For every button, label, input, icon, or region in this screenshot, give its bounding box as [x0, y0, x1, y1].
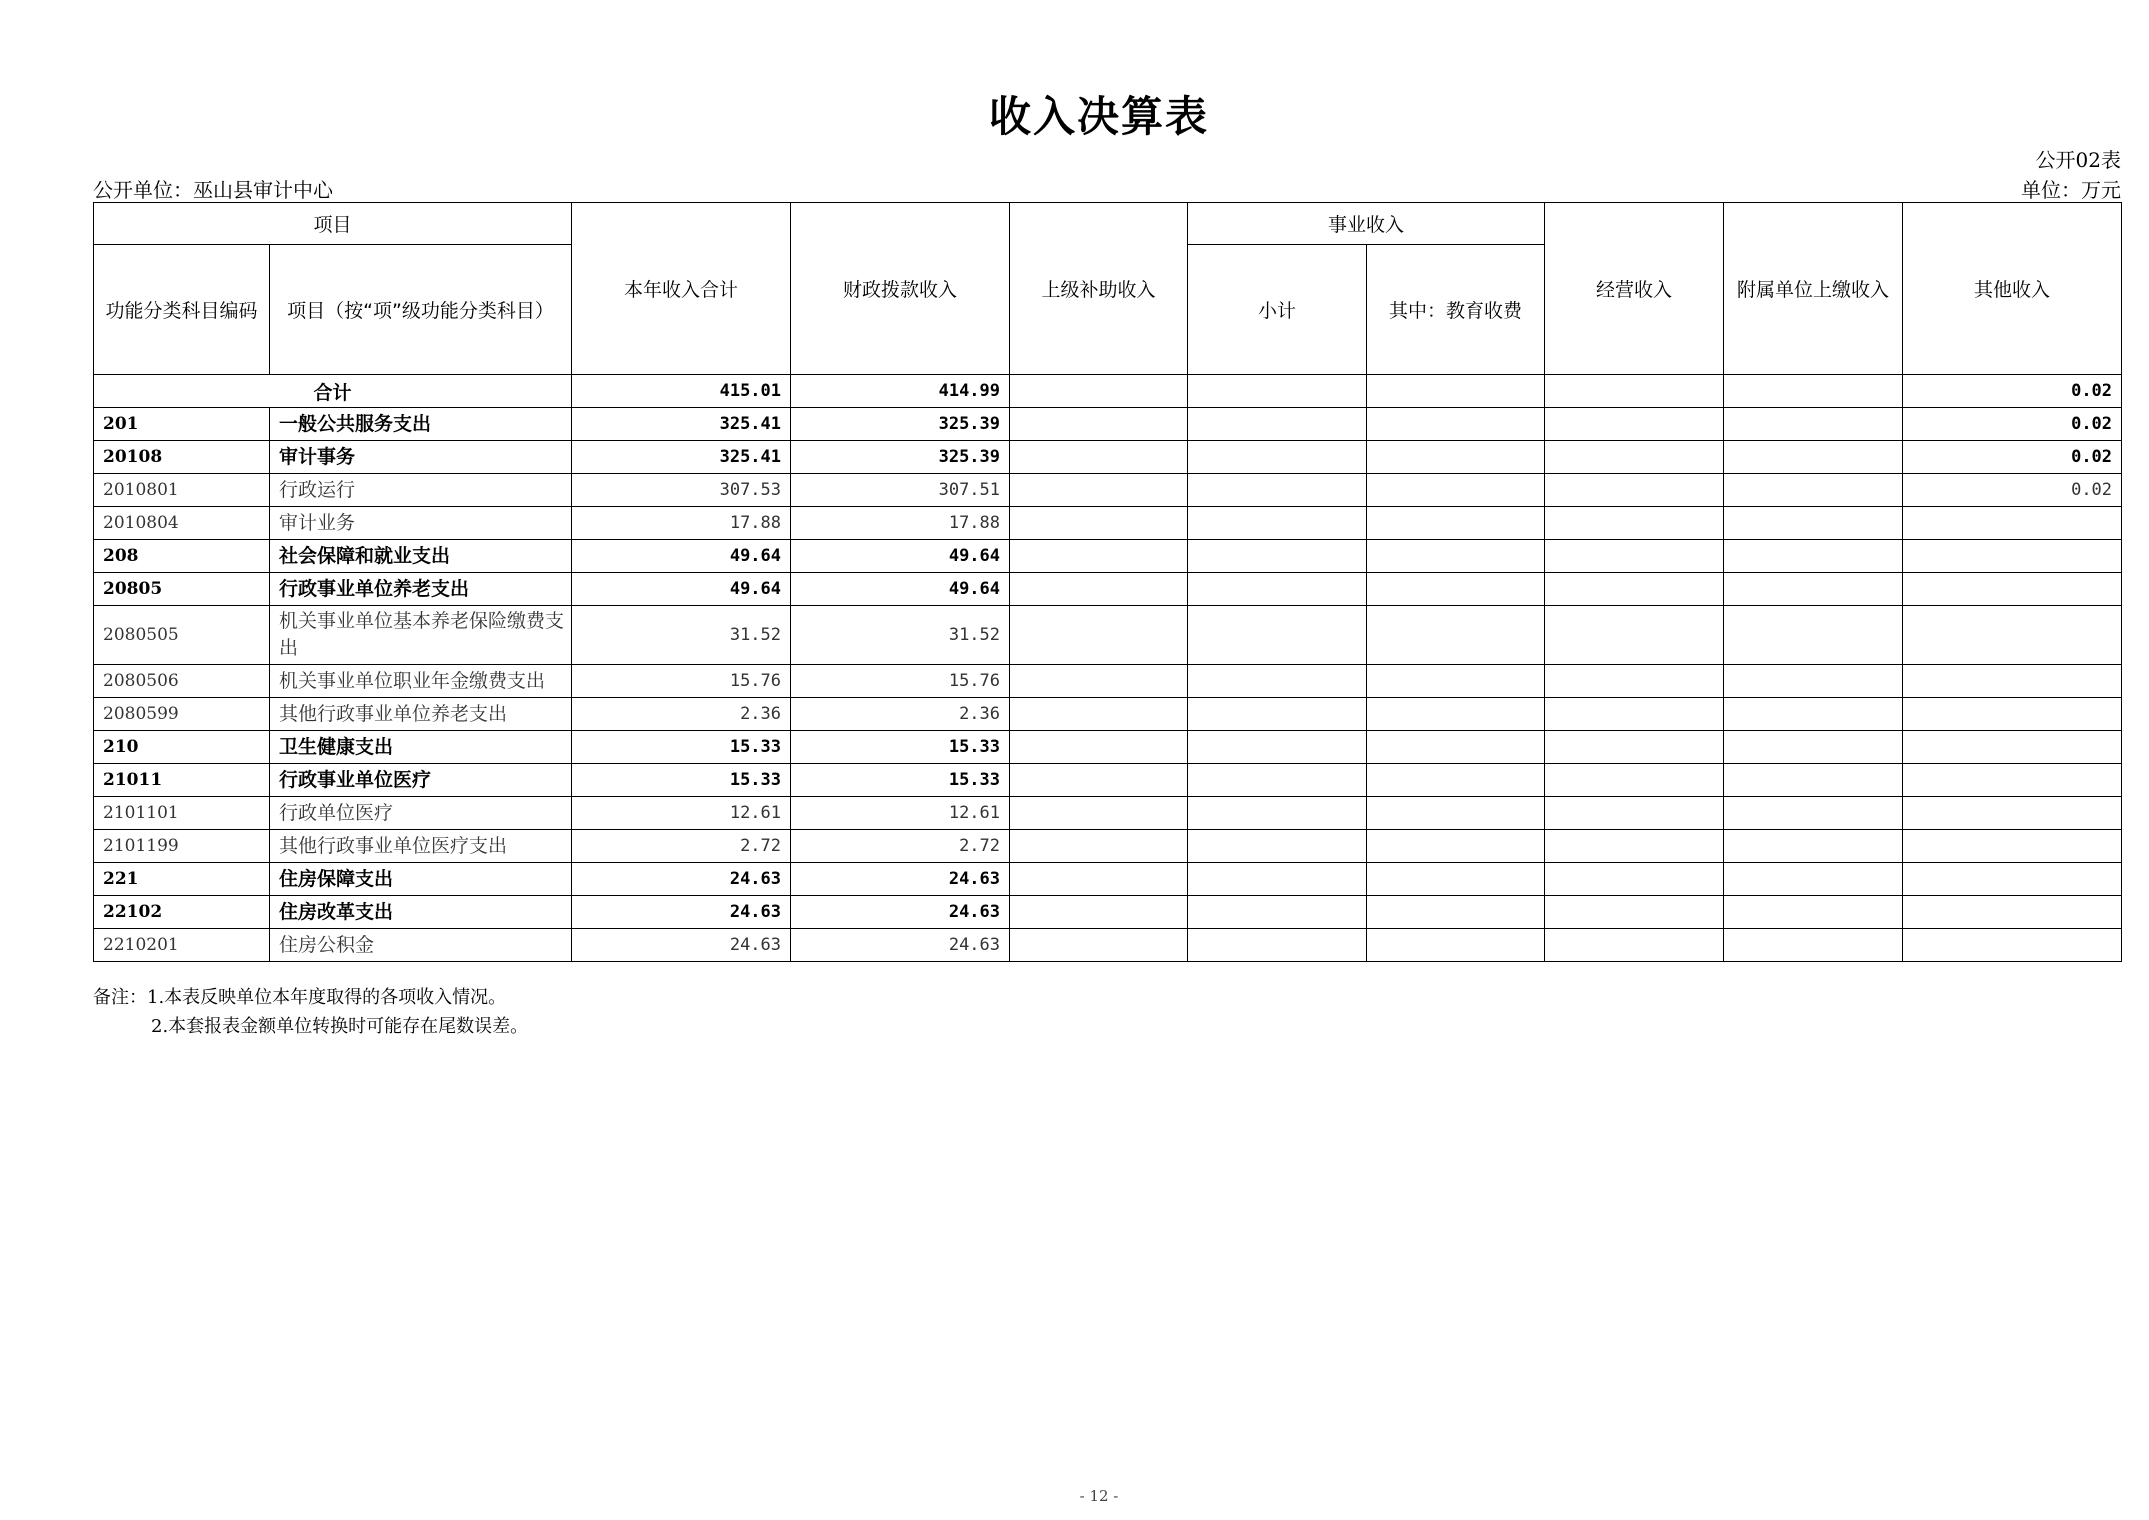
header-name: 项目（按“项”级功能分类科目） — [270, 245, 572, 375]
table-row: 20108 审计事务 325.41 325.39 0.02 — [94, 441, 2122, 474]
total-other: 0.02 — [1903, 375, 2122, 408]
notes — [93, 983, 528, 1041]
table-row: 2080505 机关事业单位基本养老保险缴费支出 31.52 31.52 — [94, 606, 2122, 665]
table-row: 2010801 行政运行 307.53 307.51 0.02 — [94, 474, 2122, 507]
table-row: 210 卫生健康支出 15.33 15.33 — [94, 731, 2122, 764]
table-row: 2101101 行政单位医疗 12.61 12.61 — [94, 797, 2122, 830]
income-table — [93, 202, 2122, 962]
table-row: 221 住房保障支出 24.63 24.63 — [94, 863, 2122, 896]
header-operating: 经营收入 — [1545, 203, 1724, 375]
page-number: - 12 - — [1079, 1487, 1119, 1505]
table-row: 2210201 住房公积金 24.63 24.63 — [94, 929, 2122, 962]
note-2: 2.本套报表金额单位转换时可能存在尾数误差。 — [151, 1016, 529, 1037]
header-code: 功能分类科目编码 — [94, 245, 270, 375]
header-superior: 上级补助收入 — [1010, 203, 1188, 375]
table-row: 2080506 机关事业单位职业年金缴费支出 15.76 15.76 — [94, 665, 2122, 698]
note-1: 备注：1.本表反映单位本年度取得的各项收入情况。 — [93, 987, 507, 1008]
table-row: 21011 行政事业单位医疗 15.33 15.33 — [94, 764, 2122, 797]
currency-unit: 单位：万元 — [2021, 178, 2121, 202]
total-row — [94, 375, 2122, 408]
table-row: 22102 住房改革支出 24.63 24.63 — [94, 896, 2122, 929]
table-row: 2080599 其他行政事业单位养老支出 2.36 2.36 — [94, 698, 2122, 731]
header-education: 其中：教育收费 — [1367, 245, 1545, 375]
total-label: 合计 — [94, 375, 572, 408]
total-fiscal: 414.99 — [791, 375, 1010, 408]
header-total: 本年收入合计 — [572, 203, 791, 375]
form-number: 公开02表 — [2035, 148, 2121, 172]
table-row: 2101199 其他行政事业单位医疗支出 2.72 2.72 — [94, 830, 2122, 863]
reporting-unit: 公开单位：巫山县审计中心 — [93, 178, 333, 202]
header-subtotal: 小计 — [1188, 245, 1367, 375]
table-row: 2010804 审计业务 17.88 17.88 — [94, 507, 2122, 540]
header-affiliated: 附属单位上缴收入 — [1724, 203, 1903, 375]
total-income: 415.01 — [572, 375, 791, 408]
page-title: 收入决算表 — [988, 92, 1209, 141]
header-other: 其他收入 — [1903, 203, 2122, 375]
table-row: 208 社会保障和就业支出 49.64 49.64 — [94, 540, 2122, 573]
header-project: 项目 — [94, 203, 572, 245]
table-row: 20805 行政事业单位养老支出 49.64 49.64 — [94, 573, 2122, 606]
table-row: 201 一般公共服务支出 325.41 325.39 0.02 — [94, 408, 2122, 441]
header-fiscal: 财政拨款收入 — [791, 203, 1010, 375]
header-business: 事业收入 — [1188, 203, 1545, 245]
